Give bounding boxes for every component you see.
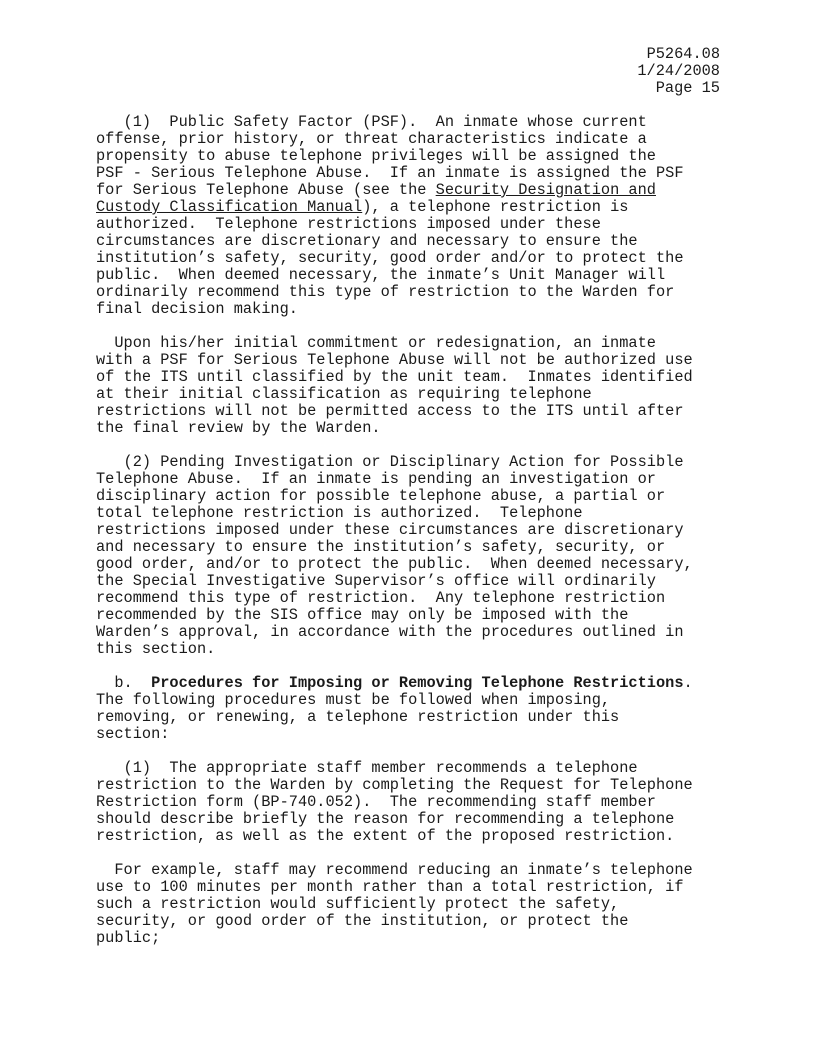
text-line: this section. bbox=[96, 640, 216, 658]
text-line: recommend this type of restriction. Any telephone restriction bbox=[96, 589, 666, 607]
text-line: PSF - Serious Telephone Abuse. If an inmate is assigned the PSF bbox=[96, 164, 684, 182]
section-heading-line bbox=[96, 675, 722, 692]
text-line: the Special Investigative Supervisor’s office will ordinarily bbox=[96, 572, 656, 590]
text-line: Warden’s approval, in accordance with the procedures outlined in bbox=[96, 623, 684, 641]
text-line: Restriction form (BP-740.052). The recommending staff member bbox=[96, 793, 656, 811]
text-line: (2) Pending Investigation or Disciplinary Action for Possible bbox=[96, 453, 684, 471]
text-line: should describe briefly the reason for recommending a telephone bbox=[96, 810, 675, 828]
text-line: use to 100 minutes per month rather than a total restriction, if bbox=[96, 878, 684, 896]
document-page bbox=[96, 46, 722, 947]
text-line: such a restriction would sufficiently protect the safety, bbox=[96, 895, 620, 913]
text-line: of the ITS until classified by the unit team. Inmates identified bbox=[96, 368, 693, 386]
text-segment: . bbox=[683, 674, 693, 692]
text-segment: b. bbox=[96, 674, 152, 692]
text-line: public. When deemed necessary, the inmate’s Unit Manager will bbox=[96, 266, 666, 284]
text-line bbox=[96, 199, 722, 216]
paragraph-initial-commitment bbox=[96, 335, 722, 437]
text-line: removing, or renewing, a telephone restriction under this bbox=[96, 708, 620, 726]
paragraph-psf bbox=[96, 114, 722, 318]
text-line: circumstances are discretionary and necessary to ensure the bbox=[96, 232, 638, 250]
text-line: final decision making. bbox=[96, 300, 298, 318]
paragraph-procedures bbox=[96, 675, 722, 743]
text-line: total telephone restriction is authorized. Telephone bbox=[96, 504, 583, 522]
text-line: disciplinary action for possible telephone abuse, a partial or bbox=[96, 487, 666, 505]
text-line: offense, prior history, or threat characteristics indicate a bbox=[96, 130, 647, 148]
page-header bbox=[96, 46, 720, 97]
text-line: the final review by the Warden. bbox=[96, 419, 381, 437]
paragraph-example bbox=[96, 862, 722, 947]
text-line: restriction, as well as the extent of the proposed restriction. bbox=[96, 827, 675, 845]
doc-date: 1/24/2008 bbox=[637, 62, 720, 80]
manual-title-link: Custody Classification Manual bbox=[96, 198, 363, 216]
paragraph-recommend-restriction bbox=[96, 760, 722, 845]
text-line: Upon his/her initial commitment or redesignation, an inmate bbox=[96, 334, 656, 352]
text-line: and necessary to ensure the institution’s safety, security, or bbox=[96, 538, 666, 556]
doc-number: P5264.08 bbox=[646, 45, 720, 63]
paragraph-pending-investigation bbox=[96, 454, 722, 658]
manual-title-link: Security Designation and bbox=[435, 181, 656, 199]
text-line: ordinarily recommend this type of restriction to the Warden for bbox=[96, 283, 675, 301]
text-line: good order, and/or to protect the public. When deemed necessary, bbox=[96, 555, 693, 573]
text-line: authorized. Telephone restrictions imposed under these bbox=[96, 215, 601, 233]
text-line: section: bbox=[96, 725, 170, 743]
text-segment: ), a telephone restriction is bbox=[362, 198, 629, 216]
section-heading: Procedures for Imposing or Removing Telephone Restrictions bbox=[151, 674, 684, 692]
text-line: restriction to the Warden by completing the Request for Telephone bbox=[96, 776, 693, 794]
text-line: recommended by the SIS office may only be imposed with the bbox=[96, 606, 629, 624]
text-line: For example, staff may recommend reducing an inmate’s telephone bbox=[96, 861, 693, 879]
text-line: (1) The appropriate staff member recommends a telephone bbox=[96, 759, 638, 777]
text-line bbox=[96, 182, 722, 199]
text-line: restrictions will not be permitted access to the ITS until after bbox=[96, 402, 684, 420]
text-line: (1) Public Safety Factor (PSF). An inmate whose current bbox=[96, 113, 647, 131]
text-segment: for Serious Telephone Abuse (see the bbox=[96, 181, 436, 199]
text-line: The following procedures must be followed when imposing, bbox=[96, 691, 611, 709]
text-line: public; bbox=[96, 929, 161, 947]
text-line: propensity to abuse telephone privileges will be assigned the bbox=[96, 147, 656, 165]
text-line: institution’s safety, security, good order and/or to protect the bbox=[96, 249, 684, 267]
text-line: Telephone Abuse. If an inmate is pending an investigation or bbox=[96, 470, 656, 488]
text-line: restrictions imposed under these circumstances are discretionary bbox=[96, 521, 684, 539]
text-line: at their initial classification as requiring telephone bbox=[96, 385, 592, 403]
text-line: with a PSF for Serious Telephone Abuse will not be authorized use bbox=[96, 351, 693, 369]
text-line: security, or good order of the institution, or protect the bbox=[96, 912, 629, 930]
page-number: Page 15 bbox=[655, 79, 720, 97]
